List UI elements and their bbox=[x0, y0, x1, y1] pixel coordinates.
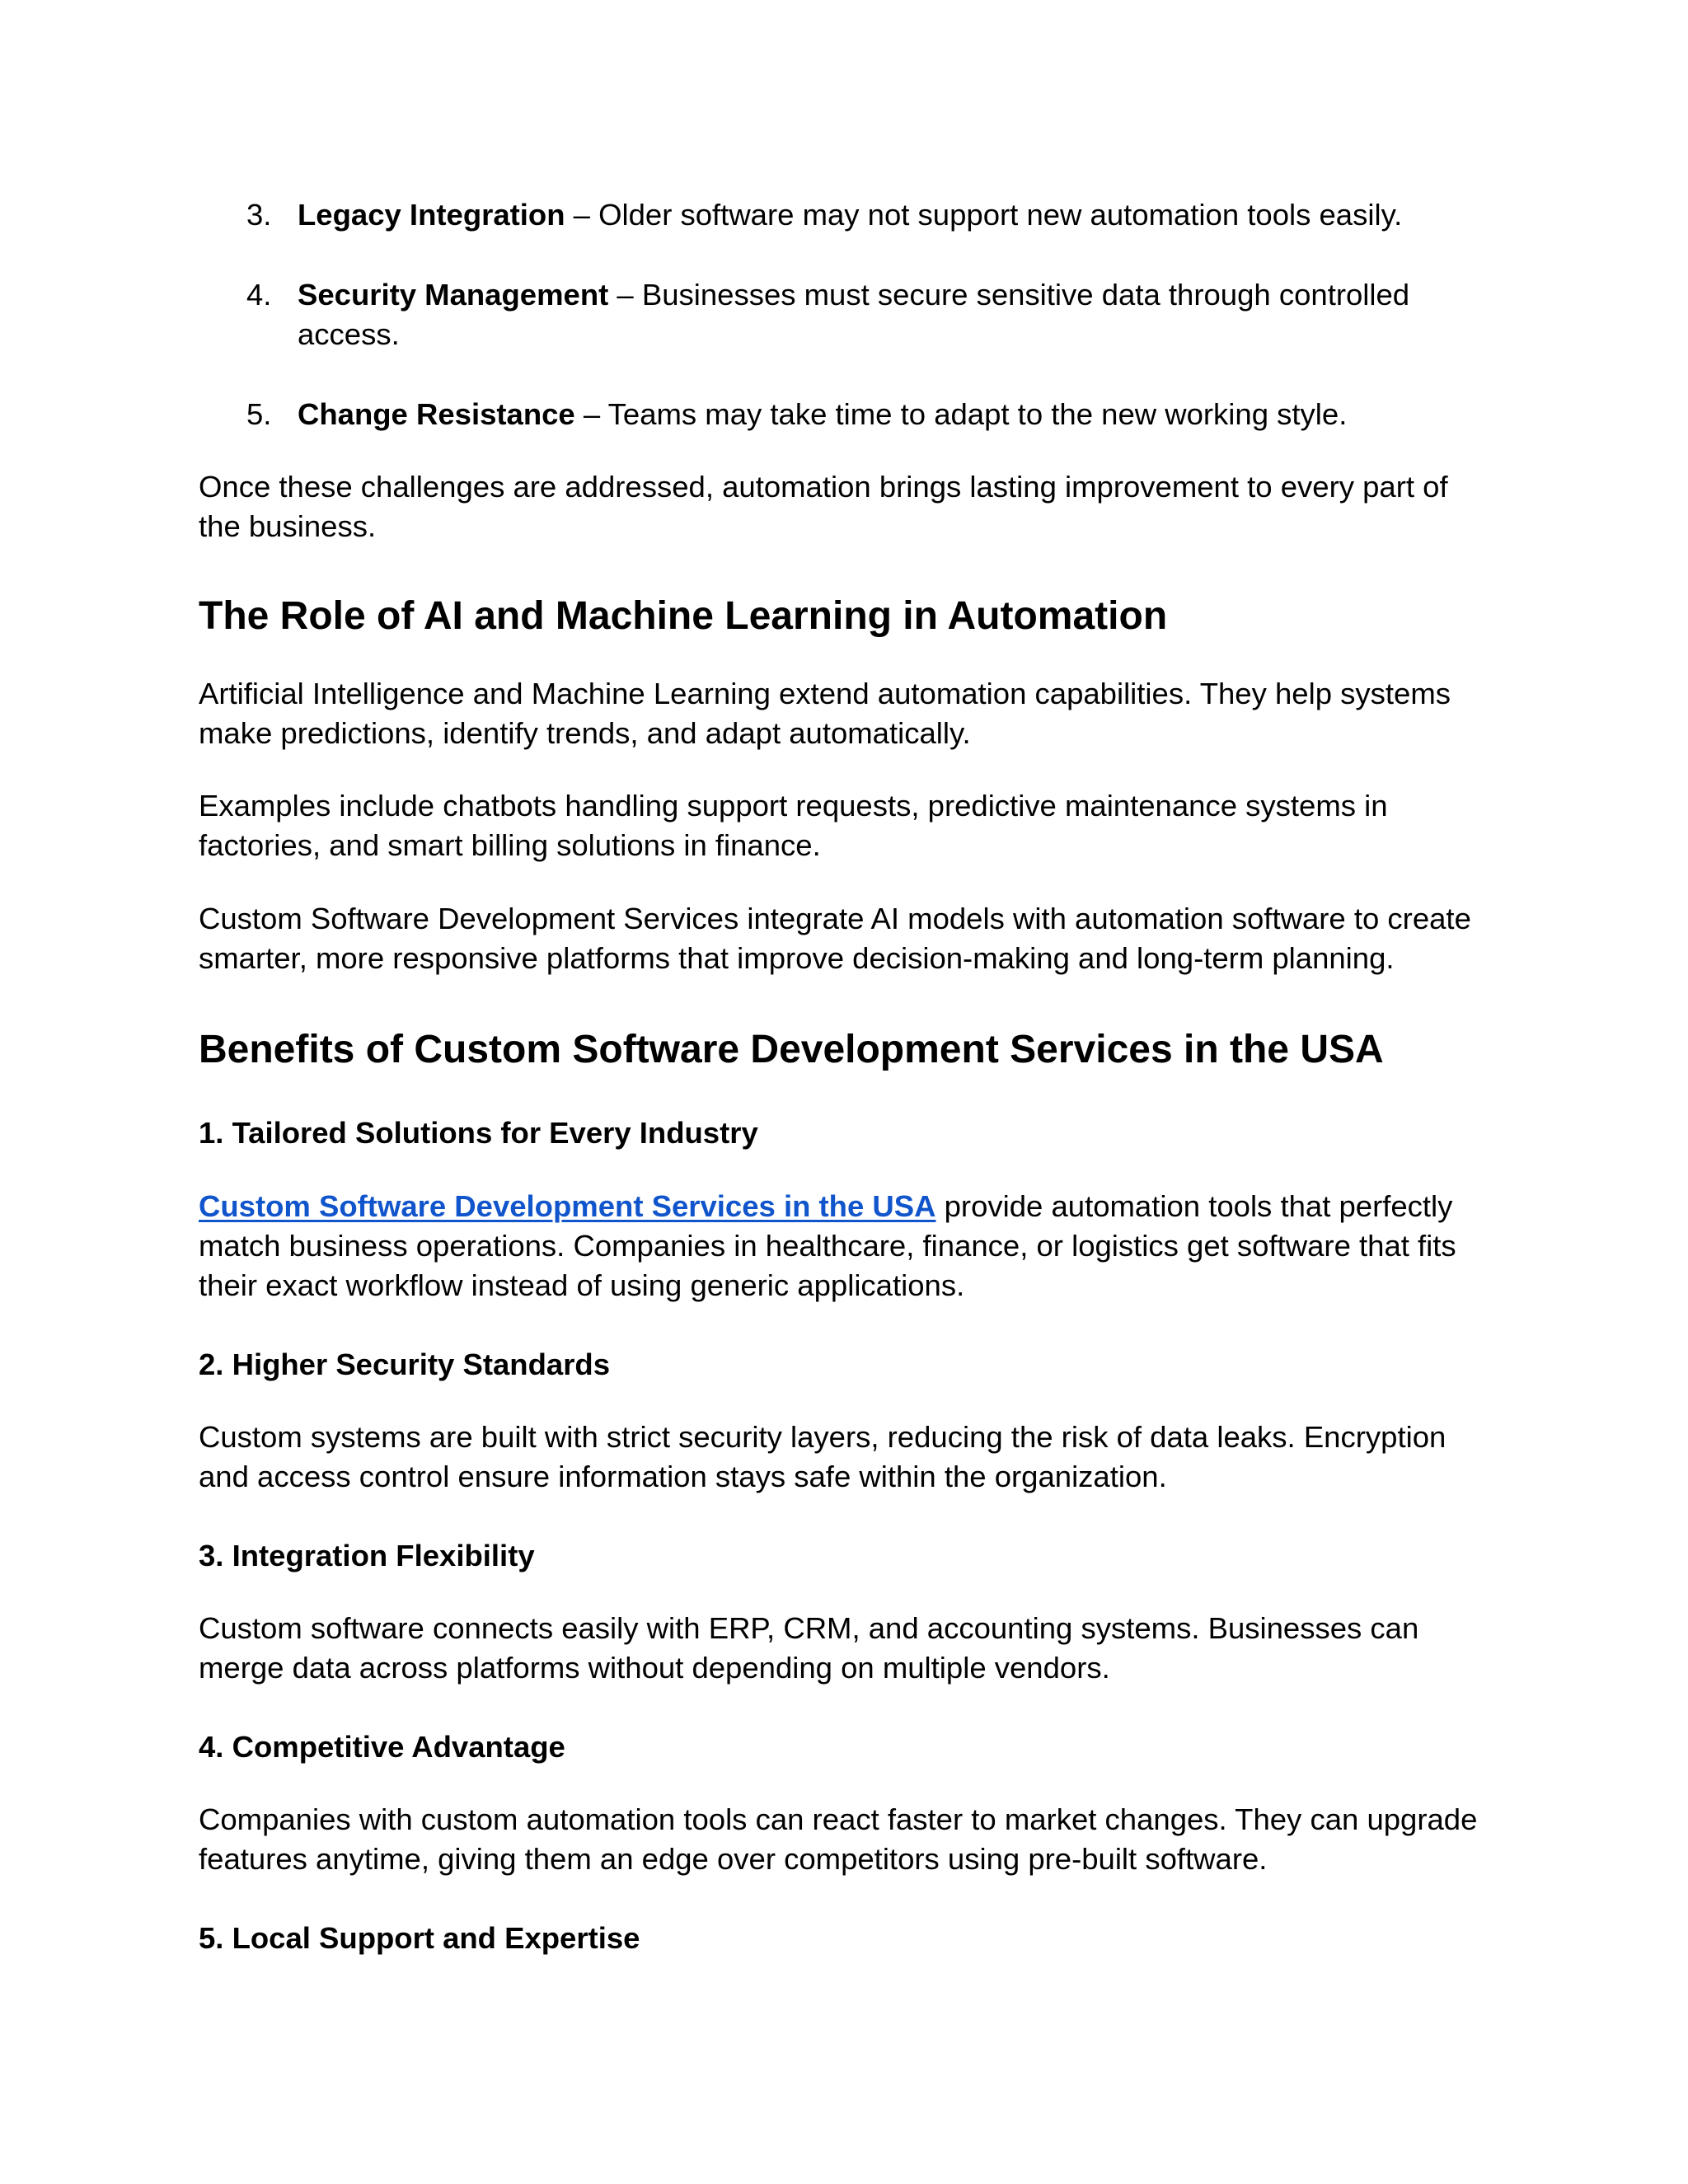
list-item-text bbox=[298, 395, 1484, 434]
benefit-body: Companies with custom automation tools can react faster to market changes. They can upgrade features anytime, giving them an edge over competitors using pre-built software. bbox=[199, 1802, 1478, 1876]
list-item-description: – Teams may take time to adapt to the new working style. bbox=[574, 397, 1348, 431]
benefit-title: 3. Integration Flexibility bbox=[199, 1539, 535, 1572]
paragraph: Artificial Intelligence and Machine Learning extend automation capabilities. They help systems make predictions, identify trends, and adapt automatically. bbox=[199, 677, 1451, 750]
benefit-title: 1. Tailored Solutions for Every Industry bbox=[199, 1116, 758, 1150]
list-item-description: – Older software may not support new automation tools easily. bbox=[565, 198, 1403, 232]
section-heading-ai: The Role of AI and Machine Learning in Automation bbox=[199, 594, 1168, 638]
benefit-body-text: provide automation tools that perfectly match business operations. Companies in healthcare, finance, or logistics get software that fits their exact workflow instead of using generic applications. bbox=[199, 1189, 1456, 1302]
list-item-number: 4. bbox=[246, 278, 272, 312]
benefit-title: 2. Higher Security Standards bbox=[199, 1347, 610, 1381]
list-item-description: – Businesses must secure sensitive data through controlled access. bbox=[298, 278, 1410, 351]
paragraph: Custom Software Development Services integrate AI models with automation software to create smarter, more responsive platforms that improve decision-making and long-term planning. bbox=[199, 902, 1471, 975]
list-item-term: Legacy Integration bbox=[298, 198, 565, 232]
benefit-title: 5. Local Support and Expertise bbox=[199, 1921, 640, 1955]
list-item-number: 5. bbox=[246, 397, 272, 431]
list-item-text bbox=[298, 195, 1484, 235]
section-heading-benefits: Benefits of Custom Software Development Services in the USA bbox=[199, 1028, 1384, 1071]
closing-paragraph: Once these challenges are addressed, automation brings lasting improvement to every part of the business. bbox=[199, 470, 1448, 543]
benefit-body: Custom systems are built with strict security layers, reducing the risk of data leaks. Encryption and access control ensure information stays safe within the organization. bbox=[199, 1420, 1447, 1493]
list-item-number: 3. bbox=[246, 198, 272, 232]
paragraph: Examples include chatbots handling support requests, predictive maintenance systems in factories, and smart billing solutions in finance. bbox=[199, 789, 1388, 862]
list-item-term: Security Management bbox=[298, 278, 609, 312]
benefit-body: Custom software connects easily with ERP, CRM, and accounting systems. Businesses can merge data across platforms without depending on multiple vendors. bbox=[199, 1611, 1419, 1685]
benefit-body bbox=[199, 1187, 1493, 1305]
list-item-term: Change Resistance bbox=[298, 397, 575, 431]
list-item-text bbox=[298, 275, 1476, 354]
benefit-title: 4. Competitive Advantage bbox=[199, 1730, 565, 1764]
custom-software-usa-link[interactable]: Custom Software Development Services in the USA bbox=[199, 1189, 936, 1223]
